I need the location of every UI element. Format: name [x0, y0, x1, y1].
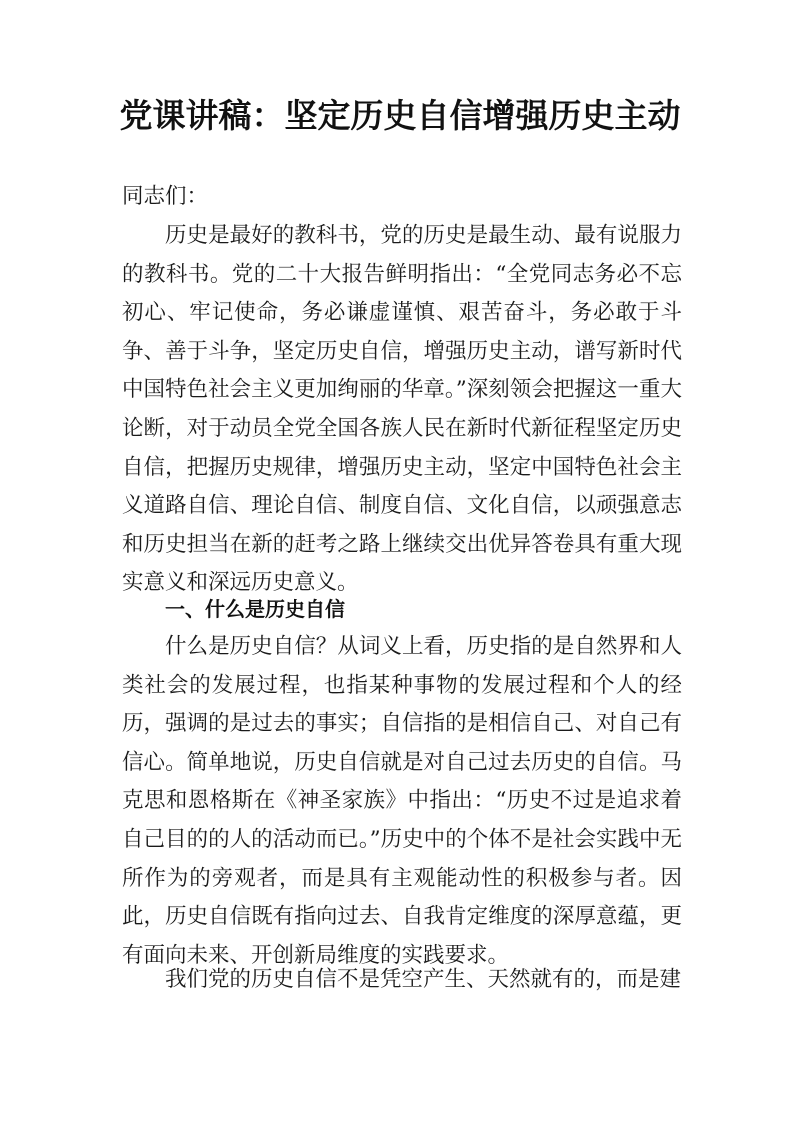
salutation: 同志们：: [122, 184, 209, 209]
document-title: 党课讲稿：坚定历史自信增强历史主动: [119, 96, 681, 135]
paragraph-1: 历史是最好的教科书，党的历史是最生动、最有说服力的教科书。党的二十大报告鲜明指出：“全党同志务必不忘初心、牢记使命，务必谦虚谨慎、艰苦奋斗，务必敢于斗争、善于斗争，坚定历史自信，增强历史主动，谱写新时代中国特色社会主义更加绚丽的华章。”深刻领会把握这一重大论断，对于动员全党全国各族人民在新时代新征程坚定历史自信，把握历史规律，增强历史主动，坚定中国特色社会主义道路自信、理论自信、制度自信、文化自信，以顽强意志和历史担当在新的赶考之路上继续交出优异答卷具有重大现实意义和深远历史意义。: [122, 223, 682, 596]
section-heading-1: 一、什么是历史自信: [165, 597, 345, 621]
paragraph-3: 我们党的历史自信不是凭空产生、天然就有的，而是建: [165, 967, 682, 992]
paragraph-2: 什么是历史自信？从词义上看，历史指的是自然界和人类社会的发展过程，也指某种事物的发展过程和个人的经历，强调的是过去的事实；自信指的是相信自己、对自己有信心。简单地说，历史自信就是对自己过去历史的自信。马克思和恩格斯在《神圣家族》中指出：“历史不过是追求着自己目的的人的活动而已。”历史中的个体不是社会实践中无所作为的旁观者，而是具有主观能动性的积极参与者。因此，历史自信既有指向过去、自我肯定维度的深厚意蕴，更有面向未来、开创新局维度的实践要求。: [122, 634, 682, 968]
